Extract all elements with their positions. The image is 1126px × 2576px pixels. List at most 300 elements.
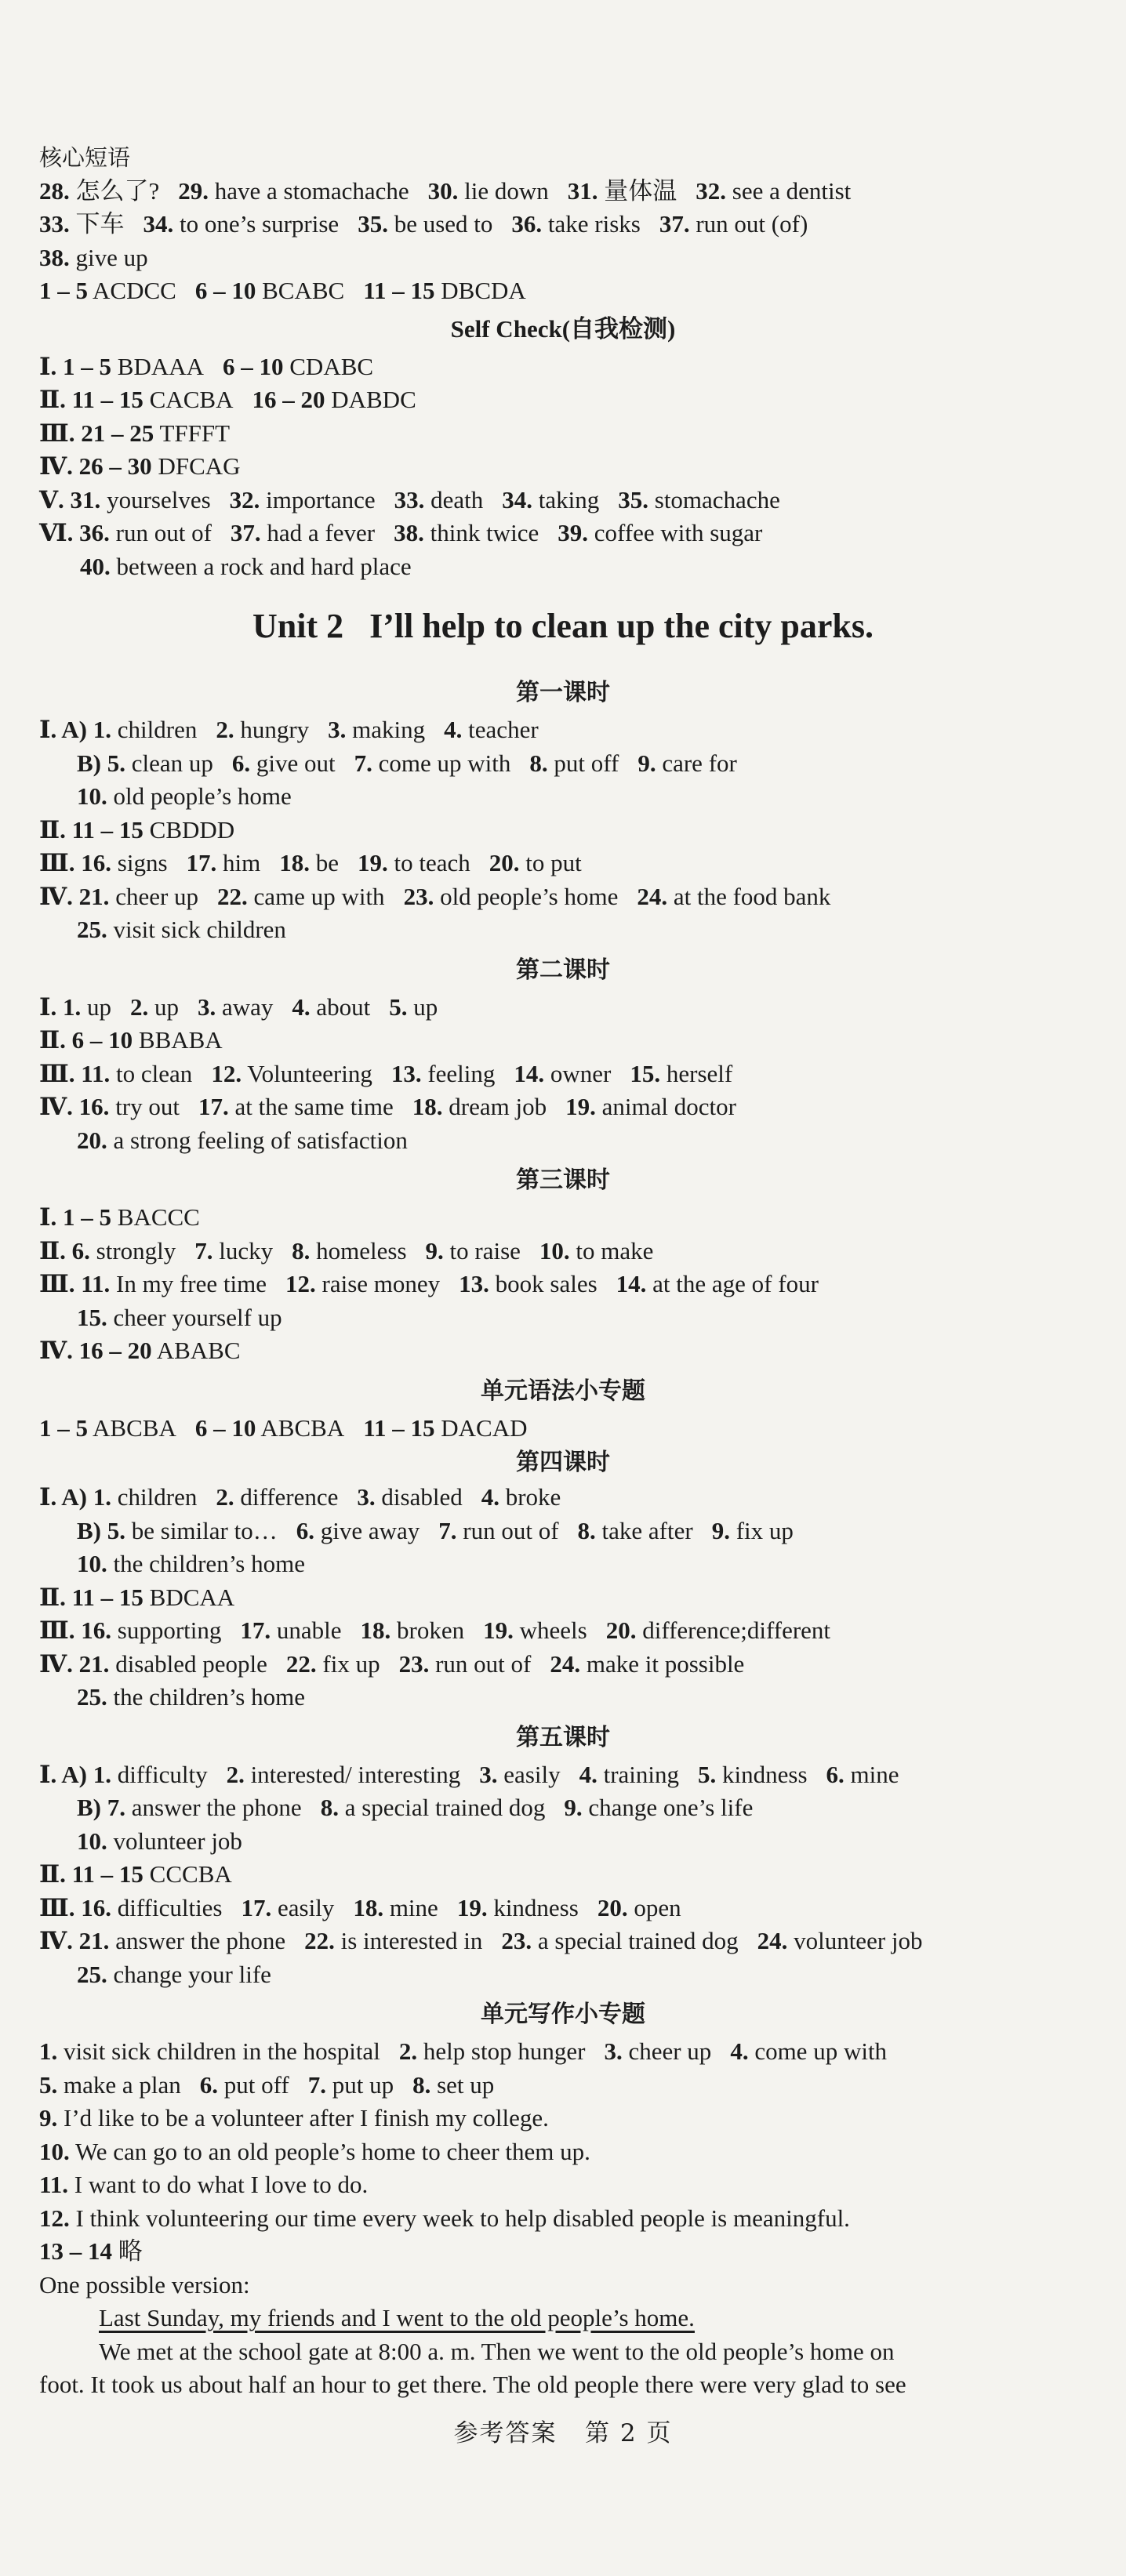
- item-number: 1.: [39, 2037, 58, 2065]
- answer-item: [565, 1093, 736, 1120]
- item-number: 24.: [550, 1649, 581, 1678]
- answer-item: [39, 883, 198, 910]
- item-answer: up: [148, 992, 180, 1021]
- item-number: 6 – 10: [194, 277, 256, 304]
- item-answer: between a rock and hard place: [110, 552, 412, 580]
- item-answer: came up with: [247, 882, 385, 910]
- item-number: 8.: [292, 1236, 311, 1264]
- answer-item: [39, 2104, 549, 2132]
- answer-item: [730, 2037, 887, 2065]
- item-number: Ⅱ. 11 – 15: [39, 386, 143, 413]
- answer-item: [39, 1060, 192, 1087]
- item-number: 3.: [604, 2037, 623, 2065]
- item-answer: DABDC: [325, 386, 416, 413]
- answer-row: [39, 550, 1087, 584]
- item-number: 39.: [558, 519, 588, 546]
- item-number: Ⅲ. 11.: [39, 1059, 111, 1087]
- answer-item: [358, 210, 492, 238]
- item-number: 11.: [39, 2171, 69, 2198]
- item-answer: feeling: [421, 1059, 496, 1087]
- item-answer: run out of: [109, 519, 212, 546]
- answer-row: [39, 1825, 1087, 1859]
- item-answer: be: [310, 849, 340, 876]
- answer-row: [39, 1547, 1087, 1581]
- item-number: 6.: [199, 2070, 219, 2099]
- answer-row: [39, 517, 1087, 550]
- item-answer: try out: [109, 1093, 180, 1120]
- answer-item: [457, 1894, 579, 1921]
- item-number: 7.: [194, 1236, 213, 1264]
- answer-row: [39, 1858, 1087, 1892]
- item-answer: him: [216, 849, 261, 876]
- answer-item: [77, 1961, 271, 1988]
- answer-item: [77, 1683, 305, 1711]
- item-number: 18.: [279, 849, 310, 876]
- item-number: 28.: [39, 176, 70, 205]
- answer-item: [216, 716, 309, 743]
- item-number: Ⅰ. 1 – 5: [39, 1203, 112, 1231]
- item-number: 33.: [39, 210, 70, 238]
- item-number: 2.: [398, 2037, 418, 2065]
- answer-row: [39, 1090, 1087, 1124]
- answer-item: [286, 1650, 380, 1678]
- item-answer: making: [346, 716, 426, 743]
- answer-item: [77, 916, 286, 943]
- item-number: 20.: [77, 1126, 107, 1154]
- item-number: 2.: [216, 1483, 234, 1511]
- answer-item: [292, 1237, 406, 1264]
- item-answer: 略: [112, 2237, 143, 2265]
- item-answer: animal doctor: [595, 1093, 736, 1120]
- answer-row: [39, 880, 1087, 914]
- item-number: 4.: [730, 2037, 749, 2065]
- item-number: 34.: [143, 210, 174, 238]
- answer-row: [39, 450, 1087, 484]
- item-number: 40.: [80, 552, 111, 580]
- item-answer: In my free time: [110, 1270, 267, 1297]
- answer-item: [39, 1414, 176, 1442]
- item-number: 33.: [394, 485, 425, 513]
- item-number: 10.: [39, 2137, 70, 2165]
- answer-item: [511, 210, 640, 238]
- item-number: Ⅲ. 16.: [39, 1616, 112, 1644]
- answer-item: [200, 2071, 289, 2099]
- item-number: Ⅲ. 21 – 25: [39, 419, 154, 447]
- answer-item: [444, 716, 538, 743]
- item-answer: cheer up: [109, 882, 199, 910]
- item-answer: BACCC: [111, 1203, 200, 1231]
- item-answer: set up: [430, 2070, 495, 2099]
- item-number: Ⅴ. 31.: [39, 485, 101, 513]
- item-answer: We can go to an old people’s home to cheer them up.: [69, 2137, 590, 2165]
- item-answer: homeless: [310, 1236, 407, 1264]
- answer-row: [39, 1892, 1087, 1925]
- item-answer: volunteer job: [787, 1927, 923, 1954]
- answer-item: [39, 452, 241, 480]
- grammar-heading: 单元语法小专题: [481, 1377, 645, 1405]
- self-check-heading: Self Check(自我检测): [450, 314, 676, 343]
- item-answer: visit sick children: [107, 916, 286, 943]
- item-number: 6 – 10: [194, 1413, 256, 1442]
- item-answer: difference;different: [636, 1616, 831, 1644]
- item-number: Ⅳ. 16.: [39, 1093, 110, 1120]
- answer-item: [39, 2204, 850, 2232]
- item-answer: help stop hunger: [417, 2037, 586, 2065]
- item-answer: kindness: [487, 1893, 579, 1921]
- item-answer: broke: [499, 1483, 561, 1511]
- item-number: 10.: [77, 1550, 107, 1577]
- item-answer: kindness: [716, 1760, 808, 1788]
- answer-item: [230, 486, 376, 513]
- answer-row: [39, 1334, 1087, 1368]
- answer-item: [39, 1203, 200, 1231]
- answer-item: [391, 1060, 496, 1087]
- item-number: B) 5.: [77, 1516, 125, 1544]
- answer-row: [39, 2069, 1087, 2103]
- answer-row: [39, 1925, 1087, 1958]
- answer-item: [77, 1517, 278, 1544]
- item-answer: ABCBA: [88, 1413, 176, 1442]
- item-answer: book sales: [489, 1270, 598, 1297]
- item-number: 22.: [217, 882, 248, 910]
- item-number: 19.: [456, 1893, 488, 1921]
- item-answer: be used to: [387, 210, 493, 238]
- item-number: 19.: [358, 849, 388, 876]
- answer-item: [399, 2037, 586, 2065]
- answer-item: [630, 1060, 732, 1087]
- item-answer: come up with: [748, 2037, 888, 2065]
- item-answer: make a plan: [57, 2070, 181, 2099]
- item-answer: children: [111, 1483, 198, 1511]
- item-number: 3.: [328, 716, 347, 743]
- answer-item: [194, 1237, 273, 1264]
- item-number: Ⅱ. 6 – 10: [39, 1026, 133, 1054]
- item-number: 3.: [198, 992, 216, 1021]
- item-answer: teacher: [462, 716, 539, 743]
- answer-item: [357, 1483, 462, 1511]
- item-answer: I think volunteering our time every week to help disabled people is meaningful.: [69, 2204, 850, 2232]
- answer-item: [80, 553, 412, 580]
- item-number: Ⅱ. 11 – 15: [39, 1583, 143, 1611]
- answer-item: [712, 1517, 794, 1544]
- answer-item: [696, 177, 851, 205]
- item-number: Ⅳ. 21.: [39, 882, 110, 910]
- answer-item: [292, 993, 370, 1021]
- answer-item: [618, 486, 780, 513]
- answer-item: [187, 849, 261, 876]
- item-number: Ⅰ. A) 1.: [39, 1760, 112, 1788]
- item-answer: owner: [544, 1059, 612, 1087]
- item-answer: I’d like to be a volunteer after I finish my college.: [57, 2104, 549, 2132]
- item-answer: raise money: [315, 1270, 441, 1297]
- item-answer: at the same time: [228, 1093, 394, 1120]
- item-answer: visit sick children in the hospital: [57, 2037, 380, 2065]
- item-answer: run out (of): [689, 210, 808, 238]
- answer-item: [568, 177, 677, 205]
- answer-item: [252, 386, 416, 413]
- item-number: 12.: [39, 2204, 70, 2232]
- item-answer: lie down: [458, 176, 549, 205]
- item-answer: to clean: [110, 1059, 193, 1087]
- answer-item: [240, 1616, 341, 1644]
- answer-item: [426, 1237, 521, 1264]
- essay-line: We met at the school gate at 8:00 a. m. Then we went to the old people’s home on: [99, 2337, 895, 2365]
- item-number: 4.: [481, 1483, 499, 1511]
- answer-item: [285, 1270, 440, 1297]
- item-number: Ⅳ. 26 – 30: [39, 452, 152, 480]
- answer-row: [39, 2235, 1087, 2269]
- answer-item: [578, 1517, 693, 1544]
- item-number: 5.: [389, 992, 408, 1021]
- answer-row: [39, 1481, 1087, 1515]
- answer-row: [39, 383, 1087, 417]
- answer-item: [39, 1761, 208, 1788]
- answer-item: [39, 1650, 267, 1678]
- item-number: 14.: [616, 1270, 647, 1297]
- item-number: 22.: [304, 1927, 335, 1954]
- item-answer: is interested in: [334, 1927, 483, 1954]
- item-number: 6 – 10: [223, 352, 284, 380]
- answer-row: [39, 913, 1087, 947]
- answer-item: [143, 210, 340, 238]
- answer-row: [39, 713, 1087, 747]
- item-number: Ⅱ. 11 – 15: [39, 815, 143, 844]
- item-answer: answer the phone: [125, 1794, 302, 1821]
- item-number: 12.: [285, 1270, 316, 1297]
- item-number: 25.: [77, 916, 107, 943]
- item-answer: a special trained dog: [338, 1794, 546, 1821]
- answer-item: [39, 1860, 232, 1888]
- answer-item: [39, 1584, 234, 1611]
- item-number: 8.: [412, 2070, 431, 2099]
- answer-row: [39, 814, 1087, 847]
- item-answer: supporting: [111, 1616, 222, 1644]
- item-number: 13.: [459, 1270, 489, 1297]
- item-number: 7.: [438, 1516, 457, 1544]
- item-number: 9.: [637, 749, 656, 777]
- item-answer: broken: [390, 1616, 465, 1644]
- answer-item: [242, 1894, 335, 1921]
- item-number: 7.: [354, 749, 372, 777]
- answer-item: [412, 2071, 494, 2099]
- item-number: Ⅰ. 1.: [39, 992, 82, 1021]
- answer-item: [501, 1927, 738, 1954]
- answer-item: [195, 1414, 344, 1442]
- item-answer: give up: [69, 243, 148, 271]
- answer-item: [39, 1894, 223, 1921]
- item-number: 9.: [39, 2104, 58, 2132]
- item-number: 9.: [564, 1794, 583, 1821]
- item-number: 1 – 5: [39, 277, 88, 304]
- item-number: 9.: [711, 1516, 730, 1544]
- item-answer: put off: [547, 749, 619, 777]
- answer-item: [39, 1270, 267, 1297]
- item-number: 37.: [230, 519, 261, 546]
- item-answer: disabled: [375, 1483, 463, 1511]
- item-answer: stomachache: [648, 485, 780, 513]
- item-answer: old people’s home: [107, 782, 292, 810]
- item-answer: easily: [271, 1893, 335, 1921]
- version-label: One possible version:: [39, 2270, 250, 2298]
- answer-item: [616, 1270, 819, 1297]
- item-answer: CDABC: [283, 352, 374, 380]
- item-answer: up: [81, 992, 112, 1021]
- item-answer: 怎么了?: [69, 176, 160, 205]
- answer-item: [39, 993, 111, 1021]
- item-answer: care for: [656, 749, 737, 777]
- answer-item: [39, 386, 233, 413]
- answer-item: [39, 1927, 285, 1954]
- item-answer: ABCBA: [256, 1413, 345, 1442]
- answer-item: [564, 1794, 753, 1821]
- answer-item: [459, 1270, 598, 1297]
- answer-item: [637, 749, 737, 777]
- answer-item: [363, 1414, 527, 1442]
- item-answer: up: [407, 992, 438, 1021]
- answer-item: [502, 486, 599, 513]
- item-number: 14.: [514, 1059, 545, 1087]
- item-number: Ⅰ. A) 1.: [39, 716, 112, 743]
- item-answer: training: [597, 1760, 680, 1788]
- item-number: 10.: [539, 1236, 570, 1264]
- item-answer: dream job: [442, 1093, 547, 1120]
- item-number: 38.: [39, 243, 70, 271]
- item-number: Ⅵ. 36.: [39, 519, 110, 546]
- item-number: 12.: [211, 1059, 242, 1087]
- item-number: 30.: [427, 176, 459, 205]
- answer-row: [39, 1758, 1087, 1792]
- answer-item: [514, 1060, 611, 1087]
- item-number: 5.: [39, 2070, 58, 2099]
- answer-row: [39, 2135, 1087, 2169]
- answer-item: [698, 1761, 808, 1788]
- item-answer: lucky: [212, 1236, 274, 1264]
- answer-row: [39, 350, 1087, 384]
- item-number: 25.: [77, 1683, 107, 1711]
- answer-item: [231, 519, 375, 546]
- item-answer: hungry: [234, 716, 310, 743]
- item-number: 11 – 15: [363, 1413, 435, 1442]
- item-number: 3.: [357, 1483, 376, 1511]
- answer-item: [328, 716, 425, 743]
- item-answer: open: [627, 1893, 681, 1921]
- item-answer: take risks: [542, 210, 641, 238]
- item-answer: difficulty: [111, 1760, 208, 1788]
- answer-item: [198, 1093, 394, 1120]
- answer-item: [39, 244, 148, 271]
- unit-title: Unit 2 I’ll help to clean up the city parks.: [252, 607, 874, 645]
- answer-item: [296, 1517, 420, 1544]
- answer-item: [77, 782, 292, 810]
- answer-row: [39, 1581, 1087, 1615]
- item-answer: herself: [660, 1059, 733, 1087]
- item-answer: 量体温: [598, 176, 677, 205]
- item-number: 8.: [529, 749, 548, 777]
- item-number: 37.: [659, 210, 690, 238]
- answer-item: [479, 1761, 560, 1788]
- item-number: 6.: [231, 749, 251, 777]
- item-answer: interested/ interesting: [244, 1760, 461, 1788]
- answer-item: [227, 1761, 461, 1788]
- answer-item: [483, 1616, 587, 1644]
- item-number: Ⅳ. 21.: [39, 1927, 110, 1954]
- answer-item: [428, 177, 549, 205]
- item-answer: to raise: [443, 1236, 521, 1264]
- item-number: 13.: [390, 1059, 422, 1087]
- answer-item: [529, 749, 619, 777]
- answer-item: [39, 2037, 380, 2065]
- item-answer: difference: [234, 1483, 339, 1511]
- item-number: 9.: [425, 1236, 444, 1264]
- answer-item: [321, 1794, 546, 1821]
- item-answer: run out of: [429, 1649, 532, 1678]
- answer-item: [216, 1483, 338, 1511]
- lesson-4-heading: 第四课时: [516, 1449, 610, 1476]
- item-answer: come up with: [372, 749, 511, 777]
- item-answer: a special trained dog: [532, 1927, 739, 1954]
- item-answer: had a fever: [260, 519, 376, 546]
- item-number: 22.: [285, 1649, 317, 1678]
- item-answer: 下车: [69, 210, 125, 238]
- answer-item: [211, 1060, 372, 1087]
- item-number: 4.: [579, 1760, 598, 1788]
- item-answer: the children’s home: [107, 1550, 305, 1577]
- answer-item: [39, 2237, 143, 2265]
- item-answer: clean up: [125, 749, 213, 777]
- answer-item: [39, 816, 234, 844]
- answer-item: [354, 749, 511, 777]
- item-answer: answer the phone: [109, 1927, 286, 1954]
- answer-item: [77, 1127, 408, 1154]
- lesson-2-heading: 第二课时: [516, 956, 610, 984]
- item-number: 17.: [198, 1093, 229, 1120]
- item-answer: mine: [383, 1893, 438, 1921]
- lesson-3-heading: 第三课时: [516, 1166, 610, 1194]
- answer-row: [39, 847, 1087, 880]
- item-number: 16 – 20: [252, 386, 325, 413]
- item-answer: DBCDA: [434, 277, 526, 304]
- answer-item: [598, 1894, 681, 1921]
- item-number: 2.: [130, 992, 149, 1021]
- answer-row: [39, 274, 1087, 308]
- item-number: 10.: [77, 782, 107, 810]
- essay-first-line: [39, 2302, 1087, 2335]
- item-answer: yourselves: [100, 485, 211, 513]
- answer-item: [308, 2071, 394, 2099]
- answer-row: [39, 1681, 1087, 1714]
- writing-heading: 单元写作小专题: [481, 2001, 645, 2028]
- answer-row: [39, 1268, 1087, 1301]
- lesson-1-heading: 第一课时: [516, 679, 610, 706]
- item-number: 1 – 5: [39, 1413, 88, 1442]
- item-number: 29.: [178, 176, 209, 205]
- item-number: 18.: [353, 1893, 384, 1921]
- item-answer: easily: [497, 1760, 561, 1788]
- item-number: 6.: [826, 1760, 844, 1788]
- item-number: 4.: [292, 992, 311, 1021]
- answer-row: [39, 1058, 1087, 1091]
- answer-item: [606, 1616, 830, 1644]
- answer-item: [39, 419, 230, 447]
- item-number: 36.: [511, 210, 543, 238]
- item-answer: difficulties: [111, 1893, 223, 1921]
- item-number: 17.: [241, 1893, 272, 1921]
- item-answer: BBABA: [133, 1026, 223, 1054]
- item-answer: cheer up: [622, 2037, 712, 2065]
- answer-item: [130, 993, 179, 1021]
- answer-item: [39, 1337, 241, 1364]
- item-answer: Volunteering: [242, 1059, 372, 1087]
